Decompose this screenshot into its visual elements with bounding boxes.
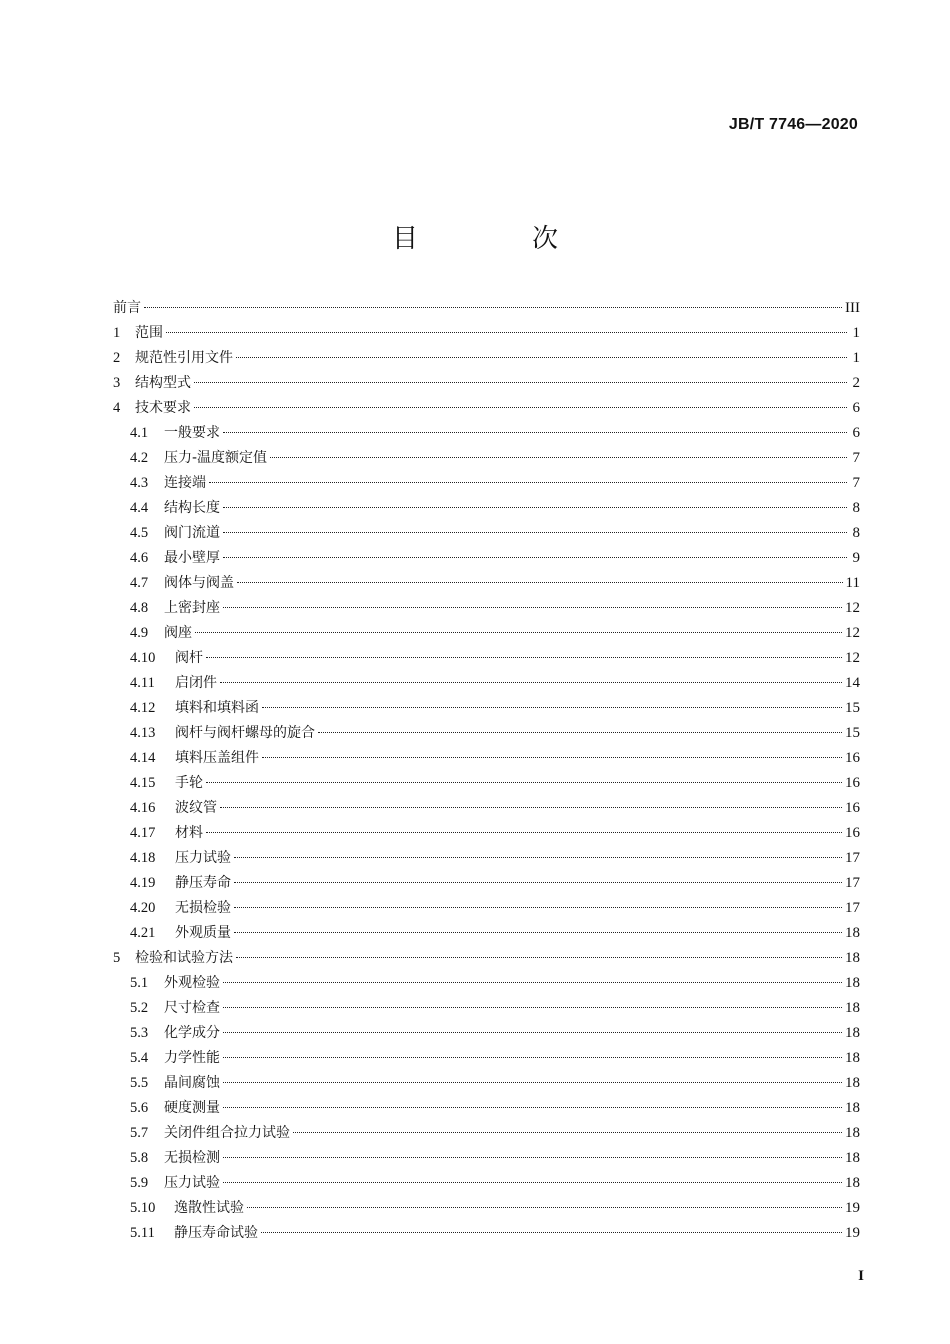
dot-leader (234, 932, 842, 933)
toc-entry-label: 范围 (135, 325, 163, 341)
toc-entry[interactable] (113, 671, 860, 696)
toc-entry-label: 最小壁厚 (164, 550, 220, 566)
dot-leader (206, 832, 842, 833)
toc-entry-label: 硬度测量 (164, 1100, 220, 1116)
toc-entry-number: 4.15 (130, 775, 156, 791)
toc-entry[interactable] (113, 696, 860, 721)
toc-entry-number: 4.12 (130, 700, 156, 716)
dot-leader (144, 307, 842, 308)
dot-leader (194, 382, 847, 383)
toc-entry[interactable] (113, 1146, 860, 1171)
toc-entry-label: 结构型式 (135, 375, 191, 391)
toc-entry-label: 晶间腐蚀 (164, 1075, 220, 1091)
dot-leader (223, 1057, 842, 1058)
toc-entry-label: 压力试验 (164, 1175, 220, 1191)
toc-entry-number: 4.5 (130, 525, 149, 541)
toc-entry-page: 18 (845, 1025, 860, 1041)
dot-leader (223, 1032, 842, 1033)
toc-entry-number: 4.21 (130, 925, 156, 941)
toc-entry-number: 4.3 (130, 475, 149, 491)
toc-entry-page: 17 (845, 900, 860, 916)
toc-entry-number: 4.19 (130, 875, 156, 891)
toc-entry-label: 一般要求 (164, 425, 220, 441)
toc-entry-page: 6 (852, 425, 860, 441)
toc-entry-label: 前言 (113, 300, 141, 316)
toc-entry[interactable] (113, 821, 860, 846)
toc-entry-number: 4.7 (130, 575, 149, 591)
dot-leader (223, 1182, 842, 1183)
toc-entry[interactable] (113, 396, 860, 421)
toc-entry[interactable] (113, 421, 860, 446)
toc-entry-label: 结构长度 (164, 500, 220, 516)
toc-entry-number: 5.1 (130, 975, 149, 991)
dot-leader (247, 1207, 842, 1208)
toc-entry[interactable] (113, 1221, 860, 1246)
dot-leader (223, 532, 847, 533)
dot-leader (236, 357, 847, 358)
toc-entry-number: 5.2 (130, 1000, 149, 1016)
toc-entry[interactable] (113, 571, 860, 596)
toc-entry-number: 1 (113, 325, 121, 341)
toc-entry-page: 11 (845, 575, 860, 591)
toc-entry-number: 4.4 (130, 500, 149, 516)
toc-entry[interactable] (113, 371, 860, 396)
toc-entry-number: 4.1 (130, 425, 149, 441)
toc-entry-label: 关闭件组合拉力试验 (164, 1125, 290, 1141)
toc-entry-page: 1 (852, 325, 860, 341)
toc-entry-page: 15 (845, 700, 860, 716)
toc-entry-page: 18 (845, 950, 860, 966)
toc-entry-page: 15 (845, 725, 860, 741)
toc-entry-label: 外观质量 (175, 925, 231, 941)
toc-entry-label: 检验和试验方法 (135, 950, 233, 966)
toc-entry[interactable] (113, 796, 860, 821)
toc-entry-page: 6 (852, 400, 860, 416)
toc-entry-number: 4.17 (130, 825, 156, 841)
toc-entry-number: 4 (113, 400, 121, 416)
toc-entry-number: 4.20 (130, 900, 156, 916)
toc-entry-label: 阀体与阀盖 (164, 575, 234, 591)
toc-entry-label: 压力-温度额定值 (164, 450, 268, 466)
toc-entry-number: 4.2 (130, 450, 149, 466)
toc-entry-label: 化学成分 (164, 1025, 220, 1041)
dot-leader (209, 482, 847, 483)
dot-leader (223, 607, 842, 608)
toc-entry[interactable] (113, 621, 860, 646)
dot-leader (293, 1132, 842, 1133)
toc-entry-number: 5.7 (130, 1125, 149, 1141)
dot-leader (223, 1082, 842, 1083)
toc-entry-number: 4.9 (130, 625, 149, 641)
dot-leader (234, 907, 842, 908)
toc-entry-number: 5.10 (130, 1200, 156, 1216)
toc-entry[interactable] (113, 1096, 860, 1121)
dot-leader (262, 707, 842, 708)
toc-entry-number: 5.4 (130, 1050, 149, 1066)
toc-entry-label: 逸散性试验 (174, 1200, 244, 1216)
toc-entry-number: 5.5 (130, 1075, 149, 1091)
toc-entry-page: 18 (845, 925, 860, 941)
toc-entry-number: 3 (113, 375, 121, 391)
toc-entry[interactable] (113, 346, 860, 371)
toc-entry-number: 5.11 (130, 1225, 155, 1241)
dot-leader (166, 332, 847, 333)
toc-entry-page: 18 (845, 1075, 860, 1091)
toc-entry-page: 19 (845, 1200, 860, 1216)
toc-entry[interactable] (113, 746, 860, 771)
toc-entry-number: 4.16 (130, 800, 156, 816)
dot-leader (318, 732, 842, 733)
toc-entry[interactable] (113, 896, 860, 921)
toc-entry-page: 1 (852, 350, 860, 366)
toc-entry-page: 18 (845, 975, 860, 991)
dot-leader (223, 1007, 842, 1008)
toc-entry-page: 18 (845, 1000, 860, 1016)
table-of-contents (113, 296, 860, 1246)
toc-entry-page: 12 (845, 625, 860, 641)
toc-entry-label: 尺寸检查 (164, 1000, 220, 1016)
toc-entry-label: 填料和填料函 (175, 700, 259, 716)
toc-entry-label: 手轮 (175, 775, 203, 791)
toc-entry-label: 压力试验 (175, 850, 231, 866)
toc-entry[interactable] (113, 496, 860, 521)
toc-entry-number: 4.14 (130, 750, 156, 766)
toc-entry-number: 2 (113, 350, 121, 366)
toc-entry-label: 连接端 (164, 475, 206, 491)
page-title: 目 次 (391, 224, 602, 254)
toc-entry-page: 18 (845, 1125, 860, 1141)
toc-entry-number: 5 (113, 950, 121, 966)
toc-entry[interactable] (113, 946, 860, 971)
dot-leader (206, 657, 842, 658)
toc-entry[interactable] (113, 296, 860, 321)
toc-entry-number: 4.8 (130, 600, 149, 616)
dot-leader (261, 1232, 842, 1233)
dot-leader (262, 757, 842, 758)
toc-entry-page: 18 (845, 1100, 860, 1116)
toc-entry-page: 18 (845, 1150, 860, 1166)
toc-entry-number: 4.18 (130, 850, 156, 866)
toc-entry-page: 17 (845, 850, 860, 866)
dot-leader (206, 782, 842, 783)
toc-entry-label: 静压寿命 (175, 875, 231, 891)
toc-entry-page: 17 (845, 875, 860, 891)
toc-entry-page: 7 (852, 450, 860, 466)
dot-leader (234, 882, 842, 883)
toc-entry-page: 12 (845, 650, 860, 666)
toc-entry-number: 4.13 (130, 725, 156, 741)
toc-entry-page: 16 (845, 825, 860, 841)
dot-leader (194, 407, 847, 408)
toc-entry[interactable] (113, 521, 860, 546)
toc-entry-page: 9 (852, 550, 860, 566)
toc-entry[interactable] (113, 321, 860, 346)
toc-entry-label: 力学性能 (164, 1050, 220, 1066)
toc-entry[interactable] (113, 921, 860, 946)
toc-entry-label: 外观检验 (164, 975, 220, 991)
toc-entry-label: 填料压盖组件 (175, 750, 259, 766)
toc-entry-label: 阀门流道 (164, 525, 220, 541)
toc-entry-label: 材料 (175, 825, 203, 841)
toc-entry-page: 19 (845, 1225, 860, 1241)
toc-entry-page: 7 (852, 475, 860, 491)
dot-leader (223, 1157, 842, 1158)
dot-leader (223, 982, 842, 983)
toc-entry-number: 4.6 (130, 550, 149, 566)
toc-entry-page: 8 (852, 500, 860, 516)
toc-entry[interactable] (113, 971, 860, 996)
page-number: I (858, 1268, 864, 1284)
toc-entry[interactable] (113, 1171, 860, 1196)
toc-entry-label: 阀座 (164, 625, 192, 641)
toc-entry[interactable] (113, 721, 860, 746)
toc-entry-label: 波纹管 (175, 800, 217, 816)
toc-entry[interactable] (113, 771, 860, 796)
toc-entry-page: 16 (845, 800, 860, 816)
toc-entry[interactable] (113, 646, 860, 671)
standard-number: JB/T 7746—2020 (728, 116, 858, 133)
dot-leader (270, 457, 847, 458)
toc-entry[interactable] (113, 596, 860, 621)
toc-entry[interactable] (113, 1071, 860, 1096)
dot-leader (237, 582, 843, 583)
toc-entry-label: 无损检测 (164, 1150, 220, 1166)
dot-leader (223, 507, 847, 508)
toc-entry[interactable] (113, 871, 860, 896)
toc-entry[interactable] (113, 1121, 860, 1146)
toc-entry[interactable] (113, 846, 860, 871)
toc-entry[interactable] (113, 1021, 860, 1046)
dot-leader (220, 682, 842, 683)
toc-entry-page: III (845, 300, 860, 316)
toc-entry-label: 启闭件 (175, 675, 217, 691)
dot-leader (223, 557, 847, 558)
toc-entry[interactable] (113, 471, 860, 496)
dot-leader (236, 957, 842, 958)
toc-entry-page: 12 (845, 600, 860, 616)
toc-entry-label: 上密封座 (164, 600, 220, 616)
toc-entry[interactable] (113, 446, 860, 471)
toc-entry[interactable] (113, 546, 860, 571)
toc-entry-page: 16 (845, 750, 860, 766)
toc-entry-page: 18 (845, 1175, 860, 1191)
dot-leader (223, 432, 847, 433)
dot-leader (220, 807, 842, 808)
toc-entry-label: 技术要求 (135, 400, 191, 416)
toc-entry-label: 静压寿命试验 (174, 1225, 258, 1241)
toc-entry-page: 16 (845, 775, 860, 791)
toc-entry[interactable] (113, 1196, 860, 1221)
toc-entry-number: 5.9 (130, 1175, 149, 1191)
toc-entry-label: 无损检验 (175, 900, 231, 916)
dot-leader (223, 1107, 842, 1108)
dot-leader (195, 632, 842, 633)
dot-leader (234, 857, 842, 858)
toc-entry[interactable] (113, 1046, 860, 1071)
toc-entry-number: 4.11 (130, 675, 155, 691)
toc-entry-page: 8 (852, 525, 860, 541)
toc-entry-number: 5.8 (130, 1150, 149, 1166)
toc-entry-number: 4.10 (130, 650, 156, 666)
toc-entry-page: 18 (845, 1050, 860, 1066)
toc-entry-number: 5.3 (130, 1025, 149, 1041)
toc-entry-label: 阀杆 (175, 650, 203, 666)
toc-entry-page: 2 (852, 375, 860, 391)
toc-entry-number: 5.6 (130, 1100, 149, 1116)
toc-entry-label: 规范性引用文件 (135, 350, 233, 366)
toc-entry-page: 14 (845, 675, 860, 691)
toc-entry-label: 阀杆与阀杆螺母的旋合 (175, 725, 315, 741)
toc-entry[interactable] (113, 996, 860, 1021)
